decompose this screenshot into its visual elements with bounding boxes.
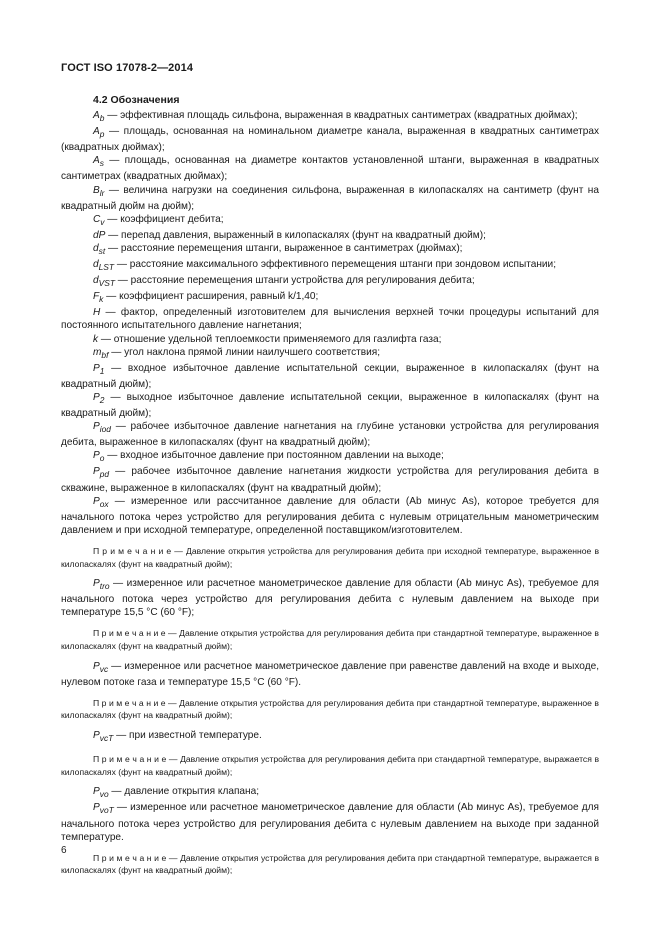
- note-label: П р и м е ч а н и е: [93, 754, 167, 765]
- symbol-definition: — измеренное или рассчитанное давление для области (Ab минус As), которое требуется для начального потока через устройство для регулирования дебита с нулевым отрицательным манометрическим давлением и при исходной температуре, определенной поставщиком/изготовителем.: [61, 495, 599, 536]
- symbol-subscript: lr: [99, 187, 105, 198]
- symbol: d: [93, 259, 99, 271]
- symbol-entry: [61, 229, 599, 242]
- symbol: d: [93, 275, 99, 287]
- note: [61, 627, 599, 652]
- note-text: — Давление открытия устройства для регулирования дебита при стандартной температуре, выраженное в килопаскалях (фунт на квадратный дюйм);: [61, 697, 599, 721]
- symbol: F: [93, 291, 100, 303]
- symbol: dP: [93, 229, 106, 241]
- note-label: П р и м е ч а н и е: [93, 628, 166, 639]
- symbol-entry: [61, 801, 599, 843]
- symbol-entry: [61, 258, 599, 274]
- note-text: — Давление открытия устройства для регулирования дебита при стандартной температуре, выражается в килопаскалях (фунт на квадратный дюйм);: [61, 754, 600, 777]
- symbol-entry: [61, 274, 599, 290]
- symbol-definition: — при известной температуре.: [113, 730, 262, 742]
- symbol-entry: [61, 577, 599, 619]
- symbol-definition: — входное избыточное давление испытательной секции, выраженное в килопаскалях (фунт на квадратный дюйм);: [61, 362, 599, 390]
- symbol-definition: — рабочее избыточное давление нагнетания на глубине установки устройства для регулирования дебита, выраженное в килопаскалях (фунт на квадратный дюйм);: [61, 421, 599, 449]
- symbol-subscript: v: [100, 216, 105, 227]
- note: [61, 852, 599, 877]
- symbol-definition: — расстояние перемещения штанги устройства для регулирования дебита;: [114, 275, 475, 287]
- symbol-subscript: o: [99, 453, 105, 464]
- symbol-subscript: s: [99, 158, 104, 169]
- symbol-entry: [61, 449, 599, 465]
- symbol-entry: [61, 785, 599, 801]
- symbol: P: [93, 362, 100, 374]
- symbol-subscript: 1: [99, 365, 105, 376]
- symbol: P: [93, 450, 100, 462]
- symbol-subscript: ox: [99, 498, 109, 509]
- note: [61, 545, 599, 570]
- symbol: P: [93, 786, 100, 798]
- symbol-entry: [61, 420, 599, 449]
- symbol-definition: — рабочее избыточное давление нагнетания жидкости устройства для регулирования дебита в скважине, выраженное в килопаскалях (фунт на квадратный дюйм);: [61, 466, 599, 494]
- note: [61, 697, 599, 722]
- symbol-subscript: vc: [99, 663, 109, 674]
- symbol-definition: — давление открытия клапана;: [108, 786, 260, 798]
- symbol-entry: [61, 346, 599, 362]
- symbol-entry: [61, 154, 599, 183]
- symbol-definition: — выходное избыточное давление испытательной секции, выраженное в килопаскалях (фунт на квадратный дюйм);: [61, 391, 599, 420]
- symbol-entry: [61, 333, 599, 346]
- page-number: 6: [61, 845, 67, 856]
- symbol: A: [93, 155, 100, 167]
- symbols-list: [61, 109, 599, 884]
- symbol-definition: — расстояние перемещения штанги, выраженное в сантиметрах (дюймах);: [105, 242, 463, 254]
- symbol-definition: — угол наклона прямой линии наилучшего соответствия;: [108, 346, 381, 358]
- section-title: 4.2 Обозначения: [93, 94, 180, 106]
- symbol-entry: [61, 109, 599, 125]
- symbol-entry: [61, 362, 599, 391]
- symbol-definition: — площадь, основанная на номинальном диаметре канала, выраженная в квадратных сантиметрах (квадратных дюймах);: [61, 126, 599, 154]
- symbol: H: [93, 307, 101, 319]
- symbol-entry: [61, 465, 599, 494]
- symbol: P: [93, 660, 100, 672]
- symbol: P: [93, 466, 100, 478]
- symbol: d: [93, 242, 99, 254]
- symbol-subscript: b: [99, 113, 105, 124]
- symbol-definition: — величина нагрузки на соединения сильфона, выраженная в килопаскалях на сантиметр (фунт на квадратный дюйм на дюйм);: [61, 184, 599, 212]
- symbol: C: [93, 213, 101, 225]
- note-label: П р и м е ч а н и е: [93, 852, 167, 863]
- symbol-subscript: bf: [101, 349, 109, 360]
- symbol-subscript: vo: [99, 789, 109, 800]
- symbol: P: [93, 421, 100, 433]
- symbol-entry: [61, 495, 599, 537]
- symbol-definition: — измеренное или расчетное манометрическое давление для области (Ab минус As), требуемое для начального потока через устройство для регулирования дебита с нулевым давлением на выходе при температуре 15,5 °С (60 °F);: [61, 578, 599, 619]
- symbol-entry: [61, 306, 599, 332]
- symbol-subscript: 2: [99, 394, 105, 405]
- symbol: m: [93, 346, 102, 358]
- symbol: P: [93, 802, 100, 814]
- symbol: B: [93, 184, 100, 196]
- note-label: П р и м е ч а н и е: [93, 697, 166, 708]
- symbol: k: [93, 333, 99, 345]
- symbol-entry: [61, 660, 599, 689]
- symbol-subscript: voT: [99, 805, 114, 816]
- symbol-definition: — расстояние максимального эффективного перемещения штанги при зондовом испытании;: [114, 259, 557, 271]
- symbol-definition: — коэффициент дебита;: [104, 213, 224, 225]
- symbol-subscript: vcT: [99, 733, 114, 744]
- symbol-subscript: st: [98, 245, 106, 256]
- symbol-entry: [61, 729, 599, 745]
- symbol-entry: [61, 242, 599, 258]
- symbol-subscript: iod: [99, 424, 111, 435]
- note: [61, 753, 599, 778]
- symbol-definition: — эффективная площадь сильфона, выраженная в квадратных сантиметрах (квадратных дюймах);: [104, 110, 578, 121]
- symbol: P: [93, 730, 100, 742]
- symbol-definition: — измеренное или расчетное манометрическое давление для области (Ab минус As), требуемое для начального потока через устройство для регулирования дебита с нулевым давлением на выходе при заданной температуре.: [61, 802, 599, 843]
- document-header: ГОСТ ISO 17078-2—2014: [61, 62, 194, 74]
- symbol-definition: — отношение удельной теплоемкости применяемого для газлифта газа;: [98, 333, 442, 345]
- symbol: P: [93, 495, 100, 507]
- symbol-definition: — площадь, основанная на диаметре контактов установленной штанги, выраженная в квадратных сантиметрах (квадратных дюймах);: [61, 155, 599, 183]
- symbol: A: [93, 110, 100, 121]
- symbol: P: [93, 391, 100, 403]
- symbol-entry: [61, 125, 599, 154]
- symbol-definition: — коэффициент расширения, равный k/1,40;: [103, 291, 319, 303]
- note-text: — Давление открытия устройства для регулирования дебита при исходной температуре, выраженное в килопаскалях (фунт на квадратный дюйм);: [61, 545, 600, 569]
- symbol-subscript: p: [99, 129, 105, 140]
- symbol-entry: [61, 290, 599, 306]
- note-text: — Давление открытия устройства для регулирования дебита при стандартной температуре, выражается в килопаскалях (фунт на квадратный дюйм);: [61, 852, 600, 876]
- symbol-subscript: VST: [98, 278, 115, 289]
- symbol: P: [93, 578, 100, 590]
- symbol-entry: [61, 391, 599, 420]
- symbol-subscript: k: [99, 294, 104, 305]
- symbol: A: [93, 126, 100, 138]
- symbol-definition: — фактор, определенный изготовителем для вычисления верхней точки процедуры испытаний для постоянного испытательного давление нагнетания;: [61, 307, 599, 332]
- symbol-entry: [61, 184, 599, 213]
- note-label: П р и м е ч а н и е: [93, 545, 172, 556]
- symbol-definition: — измеренное или расчетное манометрическое давление при равенстве давлений на входе и выходе, нулевом потоке газа и температуре 15,5 °С (60 °F).: [61, 660, 599, 688]
- symbol-definition: — перепад давления, выраженный в килопаскалях (фунт на квадратный дюйм);: [105, 229, 486, 241]
- symbol-subscript: pd: [99, 469, 110, 480]
- symbol-subscript: tro: [99, 581, 110, 592]
- note-text: — Давление открытия устройства для регулирования дебита при стандартной температуре, выраженное в килопаскалях (фунт на квадратный дюйм);: [61, 628, 599, 652]
- symbol-subscript: LST: [98, 262, 115, 273]
- symbol-entry: [61, 213, 599, 229]
- symbol-definition: — входное избыточное давление при постоянном давлении на выходе;: [104, 450, 444, 462]
